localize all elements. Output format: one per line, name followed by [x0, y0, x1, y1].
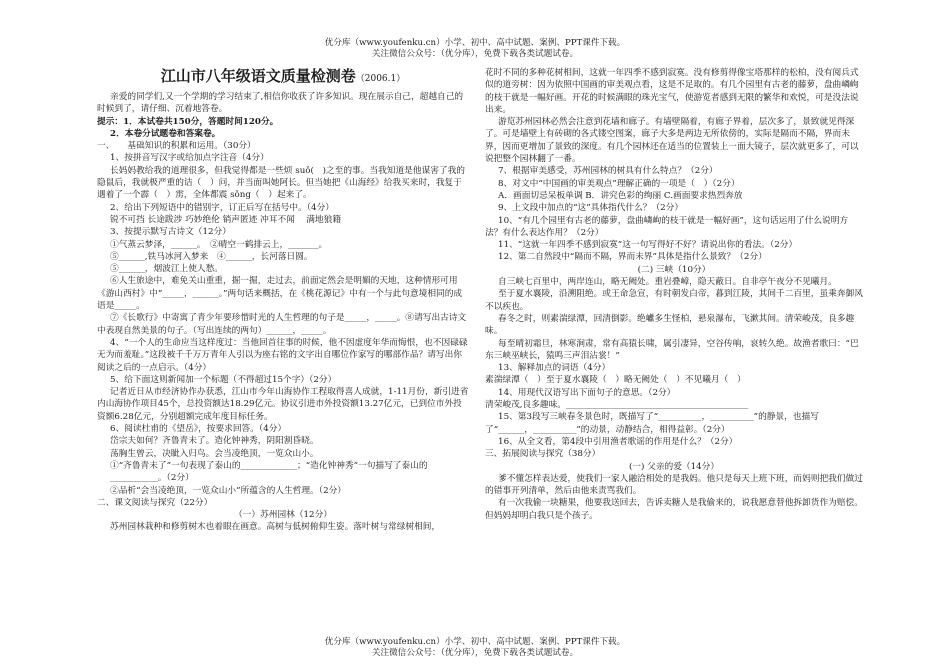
header-line-2: 关注微信公众号：（优分库），免费下载各类试题试卷。 [371, 49, 579, 59]
header-line-1: 优分库（www.youfenku.cn）小学、初中、高中试题、案例、PPT课件下载。 [324, 38, 626, 48]
footer-line-2: 关注微信公众号：（优分库），免费下载各类试题试卷。 [371, 648, 579, 658]
question-4: 4、“一个人的生命应当这样度过：当他回首往事的时候，他不因虚度年华而悔恨，也不因碌碌无为而羞耻。”这段被千千万万青年人引以为座右铭的文字出自哪位作家写的哪部作品？请写出你阅读之后的一点启示。（4分） [97, 337, 468, 373]
reading-2-paragraph-4: 每至晴初霜旦，林寒涧肃，常有高猿长啸，属引凄异，空谷传响，哀转久绝。故渔者歌曰：“巴东三峡巫峡长，猿鸣三声泪沾裳！” [485, 338, 859, 361]
question-3-d: ⑥人生旅途中，难免关山重重，掘一掘，走过去，前面定然会是明媚的天地，这种情形可用《游山西村》中“_____，______。”两句话来概括，在《桃花源记》中有一个与此句意境相同的成语是_____。 [97, 276, 463, 312]
tip-2: 2．本卷分试题卷和答案卷。 [110, 128, 221, 139]
question-1: 1、按拼音写汉字或给加点字注音（4分） [110, 153, 269, 164]
question-16: 16、从全文看，第4段中引用渔者歌谣的作用是什么？（2分） [498, 436, 738, 447]
question-7: 7、根据审美感受，苏州园林的树具有什么特点？（2分） [498, 166, 718, 177]
reading-1-paragraph-2: 游览苏州园林必然会注意到花墙和廊子。有墙壁隔着，有廊子界着，层次多了，景致就见得深了。可是墙壁上有砖砌的各式镂空图案，廊子大多是两边无所依傍的，实际是隔而不隔，界而未界，因而更增加了景致的深度。有几个园林还在适当的位置装上一面大镜子，层次就更多了，可以说把整个园林翻了一番。 [485, 117, 859, 165]
question-2: 2、给出下列短语中的错别字，订正后写在括号中。（4分） [110, 202, 334, 213]
left-column [97, 67, 469, 534]
reading-2-paragraph-3: 春冬之时，则素湍绿潭，回清倒影。绝巘多生怪柏，悬泉瀑布，飞漱其间。清荣峻茂，良多趣味。 [485, 313, 855, 337]
intro-paragraph: 亲爱的同学们,又一个学期的学习结束了,相信你收获了许多知识。现在展示自己，超越自己的时候到了，请仔细、沉着地答卷。 [97, 92, 464, 115]
question-3-b: ⑤______,铁马冰河入梦来 ④______，长河落日圆。 [110, 251, 313, 262]
tip-1: 提示：1．本试卷共150分，答题时间120分。 [97, 116, 279, 127]
question-6-a: ①“齐鲁青未了”一句表现了泰山的_____________；“造化钟神秀”一句描写了泰山的___________。（2分） [110, 460, 428, 484]
reading-2-paragraph-1: 自三峡七百里中，两岸连山，略无阙处。重岩叠嶂，隐天蔽日。自非亭午夜分不见曦月。 [498, 277, 837, 288]
question-3-a: ①气蒸云梦泽，______。 ②晴空一鹤排云上，_______。 [110, 239, 328, 250]
question-3: 3、按提示默写古诗文（12分） [110, 227, 231, 238]
poem-line-1: 岱宗夫如何？齐鲁青未了。造化钟神秀，阴阳割昏晓。 [110, 436, 319, 447]
question-6-b: ②品析“会当凌绝顶，一览众山小”所蕴含的人生哲理。（2分） [110, 485, 346, 496]
title-text: 江山市八年级语文质量检测卷 [160, 67, 356, 85]
section-3-heading: 三、拓展阅读与探究（38分） [485, 449, 601, 460]
question-5-text: 记者近日从市经济协作办获悉，江山市今年山海协作工程取得喜人成就，1-11月份，新引进省内山海协作项目45个，总投资额达18.29亿元。协议引进市外投资额13.27亿元，已到位市外投资额6.28亿元，分别超额完成年度目标任务。 [97, 387, 469, 422]
reading-2-heading: (二) 三峡（10分） [637, 264, 711, 275]
reading-3-paragraph-1: 爹不懂怎样表达爱，使我们一家人融洽相处的是我妈。他只是每天上班下班，而妈则把我们做过的错事开列清单，然后由他来责骂我们。 [485, 473, 863, 497]
question-5: 5、给下面这则新闻加一个标题（不得超过15个字）（2分） [110, 374, 337, 385]
right-column [485, 67, 863, 522]
reading-3-heading: (一) 父亲的爱（14分） [628, 461, 720, 472]
page-title [97, 67, 469, 88]
question-10: 10、“有几个园里有古老的藤萝，盘曲嶙峋的枝干就是一幅好画”，这句话运用了什么说明方法？有什么表达作用？（2分） [485, 215, 849, 238]
question-11: 11、“这就一年四季不感到寂寞”这一句写得好不好？请说出你的看法。（2分） [498, 240, 798, 251]
question-14-text: 清荣峻茂,良多趣味。__________________________________________ [485, 400, 749, 411]
reading-1-paragraph-1-cont: 花时不同的多种花树相间，这就一年四季不感到寂寞。没有修剪得像宝塔那样的松柏，没有阅兵式似的道旁树：因为依照中国画的审美观点看，这是不足取的。有几个园里有古老的藤萝，盘曲嶙峋的枝干就是一幅好画。开花的时候满眼的珠光宝气，使游览者感到无限的繁华和欢悦，可是没法说出来。 [485, 68, 859, 115]
question-13-text: 素湍绿潭（ ）至于夏水襄陵（ ）略无阙处（ ）不见曦月（ ） [485, 375, 746, 386]
question-12: 12、第二自然段中“隔而不隔，界而未界”具体是指什么景致？（2分） [498, 252, 767, 263]
reading-2-paragraph-2: 至于夏水襄陵，沿溯阻绝。或王命急宣，有时朝发白帝，暮到江陵，其间千二百里，虽乘奔御风不以疾也。 [485, 289, 863, 312]
question-8-options: A．画面切忌呆板单调 B．讲究色彩的绚丽 C.画面要求热烈奔放 [498, 190, 743, 201]
question-2-text: 锐不可挡 长途跋涉 巧妙绝伦 销声匿迹 冲耳不闻 满地狼籍 [110, 214, 342, 225]
question-3-c: ⑤______，烟波江上使人愁。 [110, 264, 223, 275]
question-15: 15、第3段写三峡春冬景色时，既描写了“__________，__________”的静景，也描写了“______，__________”的动景，动静结合，相得益彰。（2分） [485, 412, 819, 435]
question-14: 14、用现代汉语写出下面句子的意思。（2分） [498, 387, 676, 398]
question-13: 13、解释加点的词语（4分） [498, 363, 611, 374]
question-8: 8、对文中“中国画的审美观点”理解正确的一项是（ ）（2分） [498, 178, 740, 189]
footer-line-1: 优分库（www.youfenku.cn）小学、初中、高中试题、案例、PPT课件下载。 [324, 637, 626, 647]
question-6: 6、阅读杜甫的《望岳》，按要求回答。（4分） [110, 424, 287, 435]
reading-1-heading: （一）苏州园林（12分） [234, 510, 332, 521]
section-1-heading: 一、 基础知识的积累和运用。（30分） [97, 141, 256, 152]
title-date: （2006.1） [355, 74, 406, 84]
question-3-e: ⑦《长歌行》中寄寓了青少年要珍惜时光的人生哲理的句子是_____，_____。⑧请写出古诗文中表现自然美景的句子。（写出连续的两句）______，_____。 [97, 313, 467, 336]
question-1-text: 长妈妈教给我的道理很多，但我觉得都是一些烦 suǒ( )之至的事。当我知道是他谋害了我的隐鼠后，我就极严重的诘（ ）问，并当面叫她阿长。但当她把《山海经》给我买来时，我复于遇着了一个霹（ ）雳，全体都震 sǒng（ ）起来了。 [97, 165, 465, 201]
reading-3-paragraph-2: 有一次我偷一块糖果，他要我送回去，告诉卖糖人是我偷来的，说我愿意替他拆卸货作为赔偿。但妈妈却明白我只是个孩子。 [485, 498, 863, 521]
section-2-heading: 二、课文阅读与探究（22分） [97, 497, 213, 508]
poem-line-2: 荡胸生曾云，决眦入归鸟。会当凌绝顶，一览众山小。 [110, 448, 319, 459]
reading-1-paragraph-1: 苏州园林栽种和修剪树木也着眼在画意。高树与低树俯仰生姿。落叶树与常绿树相间， [110, 522, 441, 533]
question-9: 9、上文段中加点的“这”具体指代什么？（2分） [498, 203, 684, 214]
